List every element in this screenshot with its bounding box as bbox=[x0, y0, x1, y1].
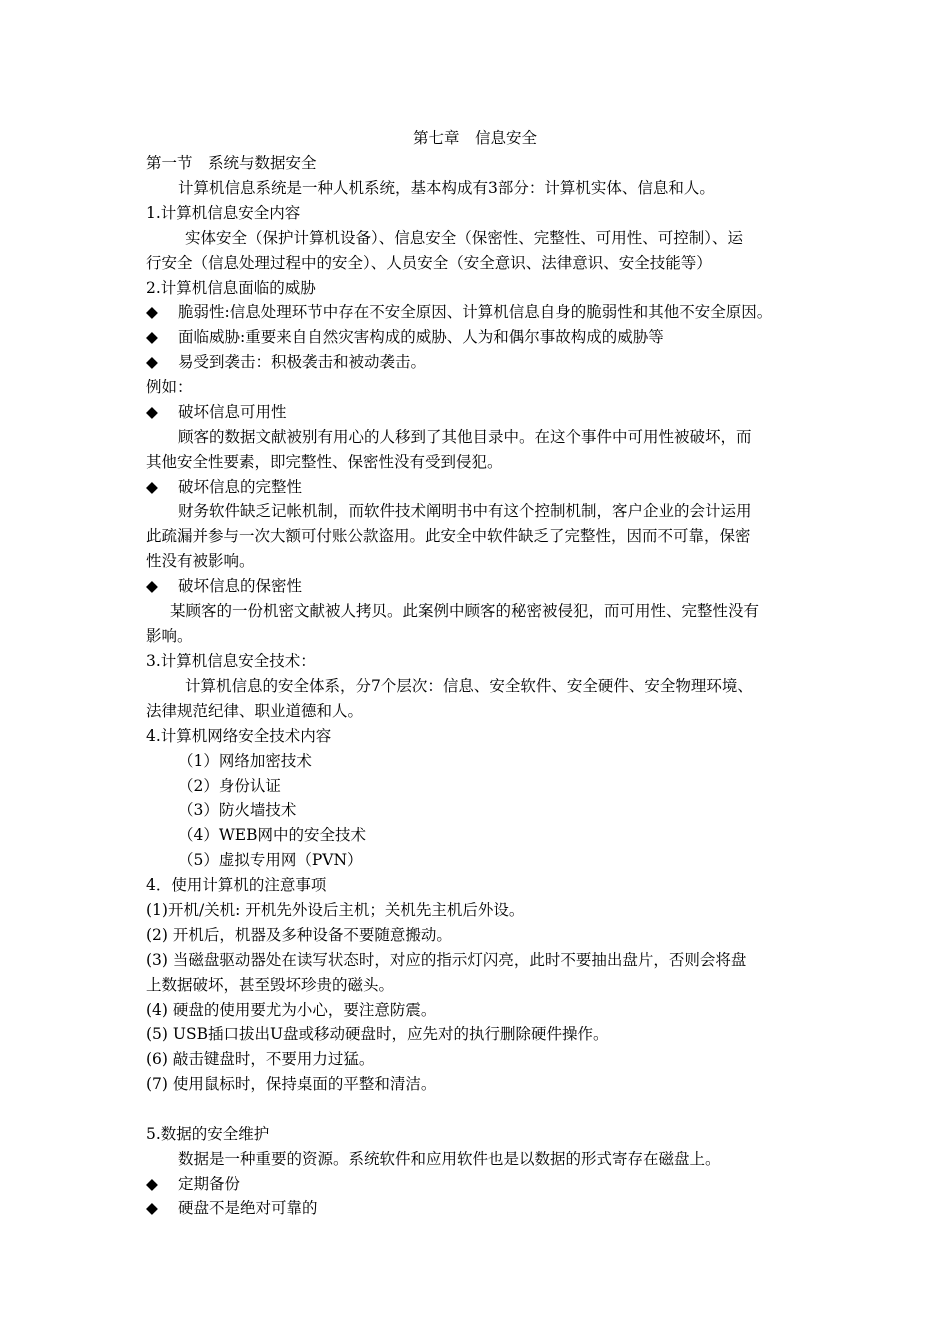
paragraph-3-line-1: 计算机信息的安全体系，分7个层次：信息、安全软件、安全硬件、安全物理环境、 bbox=[185, 677, 753, 695]
note-item: (1)开机/关机: 开机先外设后主机；关机先主机后外设。 bbox=[146, 901, 525, 919]
threat-item bbox=[146, 302, 772, 322]
threat-text: 易受到袭击：积极袭击和被动袭击。 bbox=[178, 353, 427, 371]
intro-paragraph: 计算机信息系统是一种人机系统，基本构成有3部分：计算机实体、信息和人。 bbox=[178, 179, 715, 197]
maintenance-text: 定期备份 bbox=[178, 1175, 241, 1193]
heading-4b: 4．使用计算机的注意事项 bbox=[146, 876, 327, 894]
paragraph-1-line-2: 行安全（信息处理过程中的安全）、人员安全（安全意识、法律意识、安全技能等） bbox=[146, 254, 712, 272]
example-1-line-2: 其他安全性要素，即完整性、保密性没有受到侵犯。 bbox=[146, 453, 503, 471]
example-heading bbox=[146, 477, 302, 497]
heading-1: 1.计算机信息安全内容 bbox=[146, 204, 301, 222]
note-item: (6) 敲击键盘时，不要用力过猛。 bbox=[146, 1050, 375, 1068]
note-item: (4) 硬盘的使用要尤为小心，要注意防震。 bbox=[146, 1001, 437, 1019]
net-tech-item: （5）虚拟专用网（PVN） bbox=[178, 851, 363, 869]
threat-item bbox=[146, 327, 664, 347]
threat-item bbox=[146, 352, 426, 372]
maintenance-item bbox=[146, 1198, 318, 1218]
threat-text: 脆弱性:信息处理环节中存在不安全原因、计算机信息自身的脆弱性和其他不安全原因。 bbox=[178, 303, 773, 321]
chapter-title: 第七章 信息安全 bbox=[412, 129, 537, 147]
maintenance-item bbox=[146, 1174, 240, 1194]
heading-4: 4.计算机网络安全技术内容 bbox=[146, 727, 332, 745]
example-label: 例如： bbox=[146, 378, 193, 396]
heading-5: 5.数据的安全维护 bbox=[146, 1125, 270, 1143]
diamond-bullet-icon: ◆ bbox=[146, 478, 158, 496]
diamond-bullet-icon: ◆ bbox=[146, 577, 158, 595]
diamond-bullet-icon: ◆ bbox=[146, 1199, 158, 1217]
example-3-line-1: 某顾客的一份机密文献被人拷贝。此案例中顾客的秘密被侵犯，而可用性、完整性没有 bbox=[170, 602, 760, 620]
example-2-line-1: 财务软件缺乏记帐机制，而软件技术阐明书中有这个控制机制，客户企业的会计运用 bbox=[178, 502, 752, 520]
example-2-title: 破坏信息的完整性 bbox=[178, 478, 303, 496]
diamond-bullet-icon: ◆ bbox=[146, 353, 158, 371]
net-tech-item: （3）防火墙技术 bbox=[178, 801, 297, 819]
example-1-title: 破坏信息可用性 bbox=[178, 403, 287, 421]
net-tech-item: （4）WEB网中的安全技术 bbox=[178, 826, 366, 844]
diamond-bullet-icon: ◆ bbox=[146, 1175, 158, 1193]
net-tech-item: （2）身份认证 bbox=[178, 777, 281, 795]
heading-2: 2.计算机信息面临的威胁 bbox=[146, 279, 316, 297]
example-3-line-2: 影响。 bbox=[146, 627, 193, 645]
example-1-line-1: 顾客的数据文献被别有用心的人移到了其他目录中。在这个事件中可用性被破坏，而 bbox=[178, 428, 752, 446]
note-item-continuation: 上数据破坏，甚至毁坏珍贵的磁头。 bbox=[146, 976, 395, 994]
example-heading bbox=[146, 402, 287, 422]
section-title: 第一节 系统与数据安全 bbox=[146, 154, 317, 172]
example-3-title: 破坏信息的保密性 bbox=[178, 577, 303, 595]
heading-3: 3.计算机信息安全技术： bbox=[146, 652, 316, 670]
example-2-line-2: 此疏漏并参与一次大额可付账公款盗用。此安全中软件缺乏了完整性，因而不可靠，保密 bbox=[146, 527, 751, 545]
diamond-bullet-icon: ◆ bbox=[146, 303, 158, 321]
diamond-bullet-icon: ◆ bbox=[146, 328, 158, 346]
paragraph-3-line-2: 法律规范纪律、职业道德和人。 bbox=[146, 702, 364, 720]
maintenance-text: 硬盘不是绝对可靠的 bbox=[178, 1199, 318, 1217]
diamond-bullet-icon: ◆ bbox=[146, 403, 158, 421]
note-item: (3) 当磁盘驱动器处在读写状态时，对应的指示灯闪亮，此时不要抽出盘片，否则会将盘 bbox=[146, 951, 747, 969]
threat-text: 面临威胁:重要来自自然灾害构成的威胁、人为和偶尔事故构成的威胁等 bbox=[178, 328, 664, 346]
paragraph-1-line-1: 实体安全（保护计算机设备）、信息安全（保密性、完整性、可用性、可控制）、运 bbox=[185, 229, 744, 247]
example-2-line-3: 性没有被影响。 bbox=[146, 552, 255, 570]
note-item: (5) USB插口拔出U盘或移动硬盘时，应先对的执行删除硬件操作。 bbox=[146, 1025, 609, 1043]
net-tech-item: （1）网络加密技术 bbox=[178, 752, 312, 770]
note-item: (7) 使用鼠标时，保持桌面的平整和清洁。 bbox=[146, 1075, 437, 1093]
example-heading bbox=[146, 576, 302, 596]
note-item: (2) 开机后，机器及多种设备不要随意搬动。 bbox=[146, 926, 452, 944]
paragraph-5: 数据是一种重要的资源。系统软件和应用软件也是以数据的形式寄存在磁盘上。 bbox=[178, 1150, 721, 1168]
